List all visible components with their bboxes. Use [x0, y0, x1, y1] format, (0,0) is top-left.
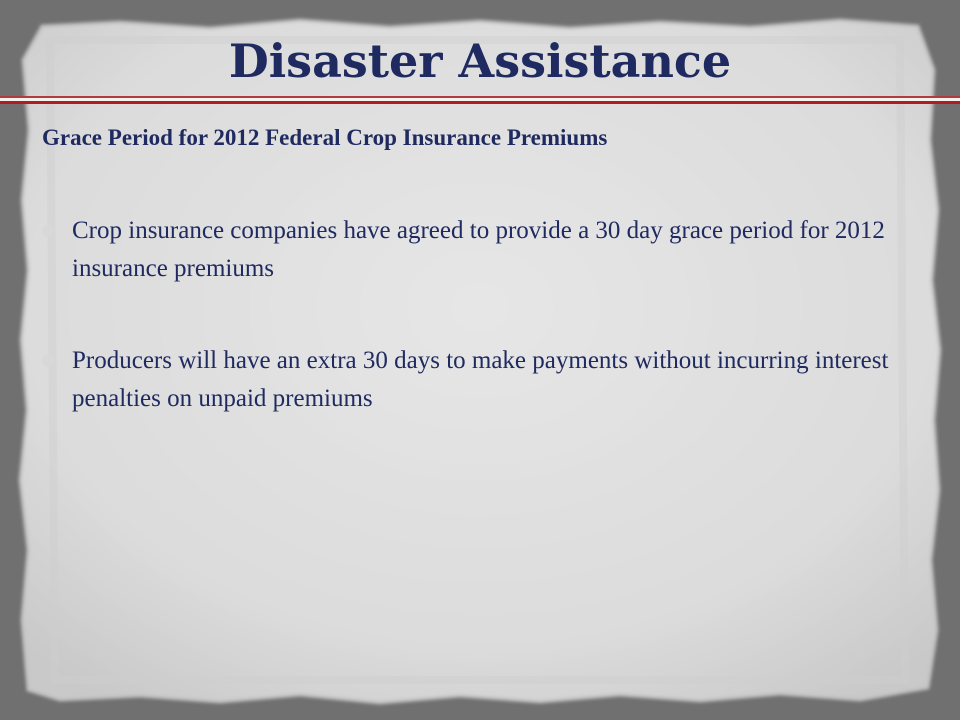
bullet-dot-icon — [42, 355, 54, 367]
bullet-text: Crop insurance companies have agreed to provide a 30 day grace period for 2012 insurance premiums — [72, 217, 885, 282]
bullet-text: Producers will have an extra 30 days to make payments without incurring interest penalties on unpaid premiums — [72, 347, 889, 412]
slide-subtitle: Grace Period for 2012 Federal Crop Insurance Premiums — [42, 125, 608, 150]
slide-title: Disaster Assistance — [228, 34, 732, 88]
bullet-dot-icon — [42, 225, 54, 237]
title-rule-bottom — [0, 101, 960, 104]
